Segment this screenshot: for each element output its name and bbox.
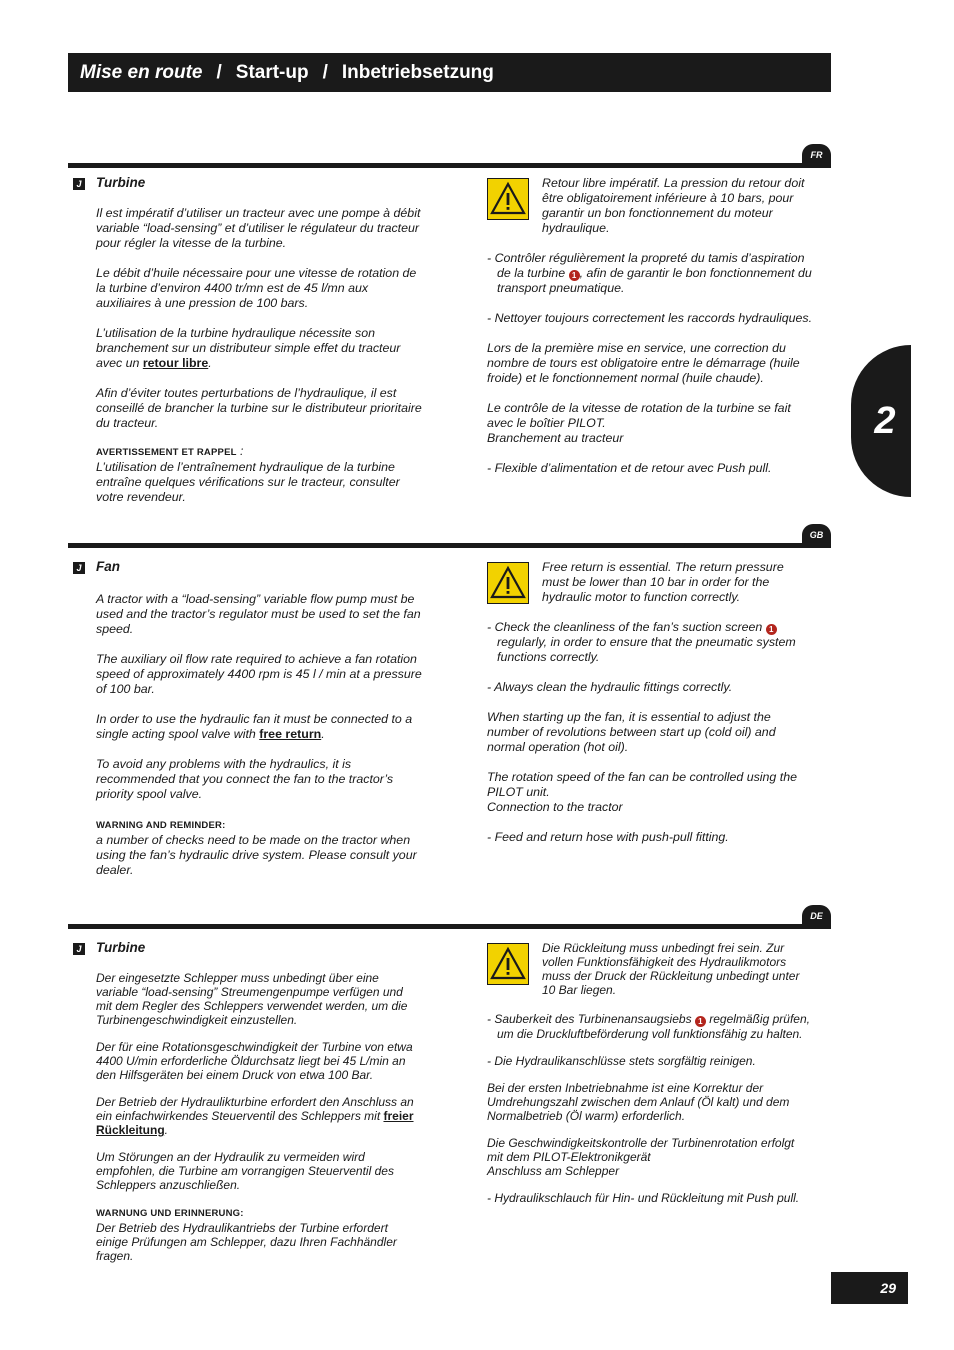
paragraph: Il est impératif d’utiliser un tracteur avec une pompe à débit variable “load-sensing” et d’utiliser le régulateur du tracteur pour régler la vitesse de la turbine. [96, 206, 421, 250]
bullet-text: regularly, in order to ensure that the pneumatic system functions correctly. [497, 635, 796, 664]
warning-note [96, 444, 422, 505]
paragraph [487, 401, 813, 446]
paragraph: Afin d’éviter toutes perturbations de l’hydraulique, il est conseillé de brancher la turbine sur le distributeur prioritaire du tracteur. [96, 386, 422, 430]
warning-triangle-icon [487, 178, 529, 220]
bullet-item: - Die Hydraulikanschlüsse stets sorgfältig reinigen. [487, 1054, 756, 1068]
warning-text: Die Rückleitung muss unbedingt frei sein. Zur vollen Funktionsfähigkeit des Hydraulikmotors muss der Druck der Rückleitung unbedingt unter 10 Bar liegen. [542, 941, 800, 997]
warning-box [487, 560, 813, 605]
paragraph-text: Le contrôle de la vitesse de rotation de la turbine se fait avec le boîtier PILOT. [487, 401, 791, 430]
section-rule [68, 163, 831, 168]
warning-body: L’utilisation de l’entraînement hydraulique de la turbine entraîne quelques vérifications sur le tracteur, consulter votre revendeur. [96, 460, 400, 504]
ref-marker-icon: 1 [569, 270, 580, 281]
paragraph-text: Branchement au tracteur [487, 431, 624, 445]
bullet-item: - Feed and return hose with push-pull fitting. [487, 830, 729, 844]
right-column [487, 941, 813, 1218]
paragraph [487, 1136, 813, 1178]
warning-heading-suffix: : [236, 444, 244, 458]
warning-heading: WARNUNG UND ERINNERUNG: [96, 1208, 244, 1219]
bullet-item: - Nettoyer toujours correctement les raccords hydrauliques. [487, 311, 813, 325]
section-marker-icon: J [73, 562, 85, 574]
paragraph: Le débit d’huile nécessaire pour une vitesse de rotation de la turbine d’environ 4400 tr/mn est de 45 l/mn aux auxiliaires à une pression de 100 bars. [96, 266, 417, 310]
bullet-text: , afin de garantir le bon fonctionnement du transport pneumatique. [497, 266, 812, 295]
lang-badge-de: DE [802, 905, 831, 927]
warning-body: Der Betrieb des Hydraulikantriebs der Turbine erfordert einige Prüfungen am Schlepper, dazu Ihren Fachhändler fragen. [96, 1221, 397, 1263]
warning-note [96, 1205, 422, 1263]
paragraph: A tractor with a “load-sensing” variable flow pump must be used and the tractor’s regulator must be used to set the fan speed. [96, 592, 421, 636]
paragraph: Lors de la première mise en service, une correction du nombre de tours est obligatoire entre le démarrage (huile froide) et le fonctionnement normal (huile chaude). [487, 341, 800, 385]
paragraph-text: Die Geschwindigkeitskontrolle der Turbinenrotation erfolgt mit dem PILOT-Elektronikgerät [487, 1136, 795, 1164]
paragraph: To avoid any problems with the hydraulics, it is recommended that you connect the fan to the tractor’s priority spool valve. [96, 757, 394, 801]
bullet-item: - Flexible d’alimentation et de retour avec Push pull. [487, 461, 772, 475]
left-column [96, 592, 422, 878]
section-marker-icon: J [73, 943, 85, 955]
left-column [96, 206, 422, 505]
warning-text: Retour libre impératif. La pression du retour doit être obligatoirement inférieure à 10 bars, pour garantir un bon fonctionnement du moteur hydraulique. [542, 176, 805, 235]
paragraph [96, 712, 422, 742]
header-title-de: Inbetriebsetzung [341, 61, 494, 83]
warning-triangle-icon [487, 943, 529, 985]
warning-triangle-icon [487, 562, 529, 604]
bullet-item: - Hydraulikschlauch für Hin- und Rückleitung mit Push pull. [487, 1191, 800, 1205]
paragraph: Der eingesetzte Schlepper muss unbedingt über eine variable “load-sensing” Streumengenpumpe verfügen und mit dem Regler des Schleppers verwendet werden, um die Turbinengeschwindigkeit einzustellen. [96, 971, 408, 1027]
free-return-term: freier Rückleitung [96, 1109, 414, 1137]
warning-text: Free return is essential. The return pressure must be lower than 10 bar in order for the hydraulic motor to function correctly. [542, 560, 784, 604]
chapter-tab: 2 [851, 345, 911, 497]
paragraph: When starting up the fan, it is essential to adjust the number of revolutions between start up (cold oil) and normal operation (hot oil). [487, 710, 776, 754]
section-title: Turbine [96, 175, 146, 190]
warning-heading: WARNING AND REMINDER: [96, 820, 226, 831]
header-title-fr: Mise en route [80, 61, 203, 83]
paragraph-text: Connection to the tractor [487, 800, 623, 814]
paragraph-text: In order to use the hydraulic fan it must be connected to a single acting spool valve with [96, 712, 413, 741]
paragraph-text: The rotation speed of the fan can be controlled using the PILOT unit. [487, 770, 797, 799]
warning-box [487, 941, 813, 997]
page-number: 29 [831, 1272, 908, 1304]
paragraph-text: Der Betrieb der Hydraulikturbine erfordert den Anschluss an ein einfachwirkendes Steuerventil des Schleppers mit [96, 1095, 414, 1123]
bullet-item [487, 251, 813, 296]
bullet-text: - Contrôler régulièrement la propreté du tamis d’aspiration de la turbine [487, 251, 805, 280]
paragraph: Bei der ersten Inbetriebnahme ist eine Korrektur der Umdrehungszahl zwischen dem Anlauf (Öl kalt) und dem Normalbetrieb (Öl warm) erforderlich. [487, 1081, 790, 1123]
paragraph: Um Störungen an der Hydraulik zu vermeiden wird empfohlen, die Turbine am vorrangigen Steuerventil des Schleppers anzuschließen. [96, 1150, 394, 1192]
left-column [96, 971, 422, 1263]
header-separator: / [322, 61, 328, 83]
warning-body: a number of checks need to be made on the tractor when using the fan’s hydraulic drive system. Please consult your dealer. [96, 833, 417, 877]
bullet-text: regelmäßig prüfen, um die Druckluftbeförderung voll funktionsfähig zu halten. [497, 1012, 810, 1041]
ref-marker-icon: 1 [766, 624, 777, 635]
ref-marker-icon: 1 [695, 1016, 706, 1027]
section-rule [68, 924, 831, 929]
bullet-item: - Always clean the hydraulic fittings correctly. [487, 680, 733, 694]
warning-box [487, 176, 813, 236]
lang-badge-gb: GB [802, 524, 831, 546]
free-return-term: free return [259, 727, 322, 741]
bullet-text: - Check the cleanliness of the fan’s suction screen [487, 620, 766, 634]
paragraph-text: . [208, 356, 212, 370]
bullet-text: - Sauberkeit des Turbinenansaugsiebs [487, 1012, 695, 1026]
section-marker-icon: J [73, 178, 85, 190]
page-header [68, 53, 831, 92]
header-separator: / [216, 61, 222, 83]
paragraph: The auxiliary oil flow rate required to achieve a fan rotation speed of approximately 4400 rpm is 45 l / min at a pressure of 100 bar. [96, 652, 422, 696]
right-column [487, 560, 813, 860]
paragraph-text: Anschluss am Schlepper [487, 1164, 620, 1178]
section-rule [68, 543, 831, 548]
section-title: Fan [96, 559, 121, 574]
warning-note [96, 817, 422, 878]
paragraph [96, 1095, 422, 1137]
free-return-term: retour libre [142, 356, 209, 370]
bullet-item [487, 1012, 813, 1041]
section-title: Turbine [96, 940, 146, 955]
warning-heading: AVERTISSEMENT ET RAPPEL [96, 447, 237, 458]
bullet-item [487, 620, 813, 665]
paragraph [96, 326, 422, 371]
paragraph: Der für eine Rotationsgeschwindigkeit der Turbine von etwa 4400 U/min erforderliche Öldurchsatz liegt bei 45 L/min an den Hilfsgeräten bei einem Druck von etwa 100 Bar. [96, 1040, 413, 1082]
right-column [487, 176, 813, 491]
header-title-en: Start-up [235, 61, 309, 83]
paragraph-text: . [164, 1123, 169, 1137]
paragraph [487, 770, 813, 815]
paragraph-text: . [321, 727, 325, 741]
lang-badge-fr: FR [802, 144, 831, 166]
paragraph-text: L’utilisation de la turbine hydraulique nécessite son branchement sur un distributeur simple effet du tracteur avec un [96, 326, 401, 370]
